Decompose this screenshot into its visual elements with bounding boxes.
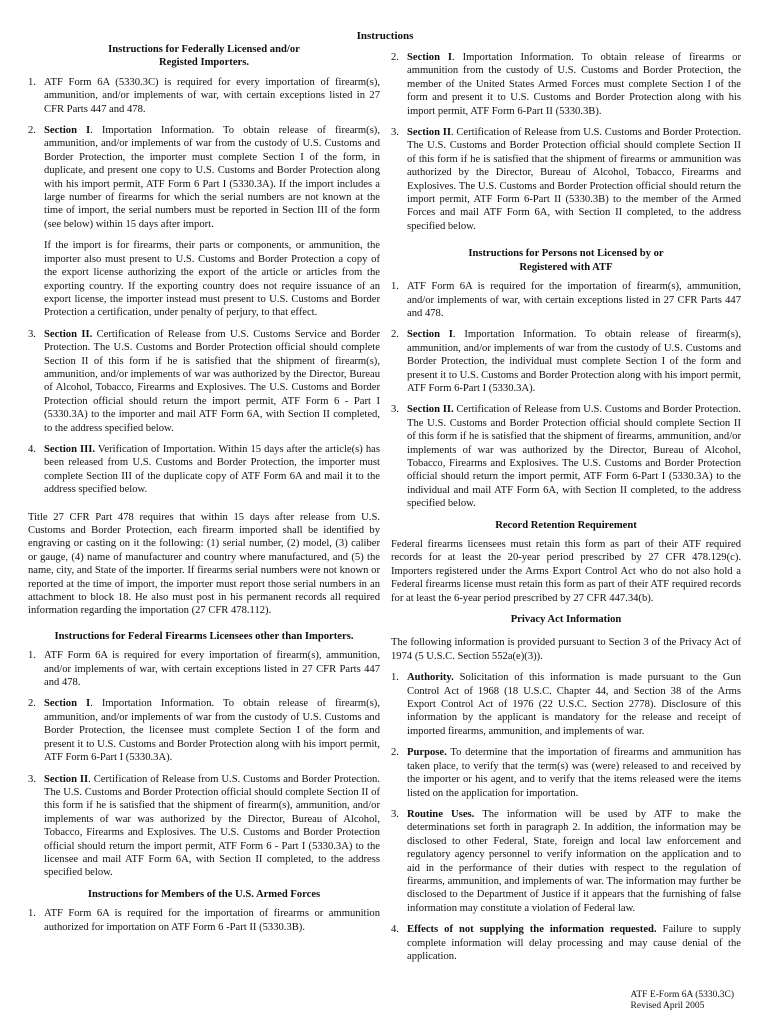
record-retention-text: Federal firearms licensees must retain this form as part of their ATF required records for at least the 20-year period prescribed by 27 CFR 478.129(c). Importers registered under the Arms Export Control Act who do not also hold a Federal firearms license must retain this form as part of their ATF required records for at least the 6-year period prescribed by 27 CFR 447.34(b). [391,539,741,604]
list-item [391,126,741,233]
item-number: 3. [28,773,36,785]
item-bold-label: Effects of not supplying the information requested. [407,924,657,936]
item-text: ATF Form 6A is required for every importation of firearm(s), ammunition, and/or implements of war, with certain exceptions listed in 27 CFR Parts 447 and 478. [44,650,380,689]
item-bold-label: Authority. [407,672,454,684]
item-bold-label: Section II [44,773,89,785]
licensed-importers-list-continued [28,328,380,497]
item-number: 3. [391,127,399,139]
item-bold-label: Section I [407,52,453,63]
list-item [28,328,380,435]
item-text: Section II. Certification of Release from U.S. Customs Service and Border Protection. The U.S. Customs and Border Protection official should complete Section II of this form if he is satisfied that the shipment of firearm(s), ammunition, and/or implements of war was authorized by the Director, Bureau of Alcohol, Tobacco, Firearms and Explosives. The U.S. Customs and Border Protection official should return the import permit, ATF Form 6 - Part I (5330.3A) to the importer and mail ATF Form 6A, with Section II completed, to the address specified below. [44,328,380,434]
list-item [391,923,741,963]
export-license-paragraph: If the import is for firearms, their parts or components, or ammunition, the importer also must present to U.S. Customs and Border Protection a copy of the export license authorizing the export of the article or articles from the exporting country. If the exporting country does not require issuance of an export license, the importer instead must present to U.S. Customs and Border Protection a certification, under penalty of perjury, to that effect. [44,240,380,319]
list-item [391,808,741,915]
list-item [391,280,741,320]
item-number: 2. [391,747,399,759]
item-number: 3. [28,328,36,340]
item-text: Routine Uses. The information will be used by ATF to make the determinations set forth in paragraph 2. In addition, the information may be disclosed to other Federal, State, foreign and local law enforcement and regulatory agency personnel to verify information on the application and to aid in the performance of their duties with respect to the regulation of firearms, ammunition, and implements of war. The information may further be disclosed to the Department of Justice if it appears that the furnishing of false information may constitute a violation of Federal law. [407,808,741,914]
armed-forces-list-part2 [391,51,741,233]
privacy-act-list [391,671,741,963]
list-item [391,746,741,800]
not-licensed-list [391,280,741,511]
list-item [28,773,380,880]
item-number: 1. [28,650,36,662]
list-item [28,697,380,764]
item-text: ATF Form 6A is required for the importation of firearm(s), ammunition, and/or implements of war, with certain exceptions listed in 27 CFR Parts 447 and 478. [407,281,741,319]
item-text: Section I. Importation Information. To obtain release of firearm(s), ammunition, and/or implements of war from the custody of U.S. Customs and Border Protection, the individual must complete Section I of the form and present it to U.S. Customs and Border Protection along with his import permit, ATF Form 6-Part I (5330.3A). [407,329,741,394]
item-text: Section II. Certification of Release from U.S. Customs and Border Protection. The U.S. Customs and Border Protection official should complete Section II of this form if he is satisfied that the shipment of firearms, ammunition, and/or implements of war was authorized by the Director, Bureau of Alcohol, Tobacco, Firearms and Explosives. The U.S. Customs and Border Protection official should return the import permit, ATF Form 6-Part I (5330.3A) to the individual and mail ATF Form 6A, with Section II completed, to the address specified below. [407,404,741,510]
item-number: 1. [28,908,36,920]
item-number: 1. [28,76,36,88]
item-text: Section II. Certification of Release from U.S. Customs and Border Protection. The U.S. Customs and Border Protection official should complete Section II of this form if he is satisfied that the shipment of firearms or ammunition was authorized by the Director, Bureau of Alcohol, Tobacco, Firearms and Explosives. The U.S. Customs and Border Protection official should return the import permit, ATF Form 6-Part II (5330.3B) to the member of the Armed Forces and mail ATF Form 6A, with Section II completed, to the address specified below. [407,127,741,232]
item-text: Section II. Certification of Release from U.S. Customs and Border Protection. The U.S. Customs and Border Protection official should complete Section II of this form if he is satisfied that the shipment of firearm(s), ammunition, and/or implements of war was authorized by the Director, Bureau of Alcohol, Tobacco, Firearms and Explosives. The U.S. Customs and Border Protection official should return the import permit, ATF Form 6 - Part I (5330.3A) to the licensee and mail ATF Form 6A, with Section II completed, to the address specified below. [44,773,380,879]
title-27-paragraph: Title 27 CFR Part 478 requires that within 15 days after release from U.S. Customs and Border Protection, each firearm imported shall be identified by engraving or casting on it the following: (1) serial number, (2) model, (3) caliber or gauge, (4) name of manufacturer and country where manufactured, and (5) the name, city, and State of the importer. If firearms serial numbers were not known or reported at the time of import, the importer must report those serial numbers in an attachment to block 18. He also must post in his permanent records all required information regarding the importation (27 CFR 478.112). [28,511,380,617]
item-text: Section I. Importation Information. To obtain release of firearms or ammunition from the custody of U.S. Customs and Border Protection, the member of the United States Armed Forces must complete Section I of the form and present it to U.S. Customs and Border Protection along with his import permit, ATF Form 6-Part II (5330.3B). [407,52,741,117]
item-bold-label: Section I [407,329,453,341]
form-revision-date: Revised April 2005 [630,1001,705,1011]
not-licensed-heading: Instructions for Persons not Licensed by or Registered with ATF [468,248,664,273]
item-number: 4. [28,443,36,455]
item-text: ATF Form 6A (5330.3C) is required for every importation of firearm(s), ammunition, and/or implements of war, with certain exceptions listed in 27 CFR Parts 447 and 478. [44,76,380,115]
ffl-other-list [28,649,380,880]
item-text: Purpose. To determine that the importation of firearms and ammunition has taken place, to verify that the term(s) was (were) released to and received by the importer or his agent, and to verify that the items released were the items listed on the application for importation. [407,747,741,799]
ffl-other-heading: Instructions for Federal Firearms Licensees other than Importers. [54,630,354,642]
armed-forces-heading: Instructions for Members of the U.S. Armed Forces [87,888,321,900]
form-identifier [631,990,734,1012]
form-number: ATF E-Form 6A (5330.3C) [630,990,734,1000]
item-bold-label: Section I [44,698,91,710]
item-number: 3. [391,808,399,820]
list-item [28,124,380,231]
item-number: 3. [391,404,399,416]
list-item [391,671,741,738]
licensed-importers-list [28,76,380,231]
record-retention-heading: Record Retention Requirement [495,519,637,531]
list-item [28,76,380,116]
item-bold-label: Section I [44,125,91,137]
left-column [28,43,380,942]
privacy-act-heading: Privacy Act Information [510,614,622,626]
item-text: Section I. Importation Information. To obtain release of firearm(s), ammunition, and/or implements of war from the custody of U.S. Customs and Border Protection, the importer must complete Section I of the form, in duplicate, and present one copy to U.S. Customs and Border Protection along with his import permit, ATF Form 6 Part I (5330.3A). If the import includes a large number of firearms for which the serial numbers are not known at the time of import, the serial numbers must be reported in Section III of the form (see below) within 15 days after import. [44,125,380,230]
item-number: 2. [391,329,399,341]
item-number: 2. [28,125,36,137]
right-column [391,43,741,971]
list-item [28,443,380,497]
list-item [391,403,741,510]
item-bold-label: Purpose. [407,747,447,759]
item-text: ATF Form 6A is required for the importation of firearms or ammunition authorized for importation on ATF Form 6 -Part II (5330.3B). [44,908,380,933]
item-number: 2. [28,698,36,710]
list-item [28,907,380,934]
item-number: 2. [391,52,399,63]
item-text: Authority. Solicitation of this information is made pursuant to the Gun Control Act of 1968 (18 U.S.C. Chapter 44, and Section 38 of the Arms Export Control Act of 1976 (22 U.S.C. Section 2778). Disclosure of this information by the applicant is mandatory for the release and receipt of imported firearms, ammunition, and implements of war. [407,672,741,737]
list-item [391,51,741,118]
item-number: 1. [391,672,399,684]
item-bold-label: Routine Uses. [407,808,475,820]
item-text: Effects of not supplying the information requested. Failure to supply complete information will delay processing and may cause denial of the application. [407,924,741,962]
list-item [28,649,380,689]
item-text: Section III. Verification of Importation. Within 15 days after the article(s) has been released from U.S. Customs and Border Protection, the importer must complete Section III of the duplicate copy of ATF Form 6A and mail it to the address specified below. [44,443,380,496]
item-bold-label: Section III. [44,443,96,455]
armed-forces-list-part1 [28,907,380,934]
item-text: Section I. Importation Information. To obtain release of firearm(s), ammunition, and/or implements of war from the custody of U.S. Customs and Border Protection, the licensee must complete Section I of the form and present it to U.S. Customs and Border Protection along with his import permit, ATF Form 6-Part I (5330.3A). [44,698,380,764]
item-bold-label: Section II. [407,404,454,416]
list-item [391,328,741,395]
item-bold-label: Section II. [44,328,93,340]
item-number: 4. [391,924,399,936]
item-bold-label: Section II [407,127,451,139]
item-number: 1. [391,281,399,293]
licensed-importers-heading: Instructions for Federally Licensed and/or Registed Importers. [108,44,300,69]
document-title: Instructions [356,30,414,42]
privacy-act-intro: The following information is provided pursuant to Section 3 of the Privacy Act of 1974 (5 U.S.C. Section 552a(e)(3)). [391,637,741,662]
